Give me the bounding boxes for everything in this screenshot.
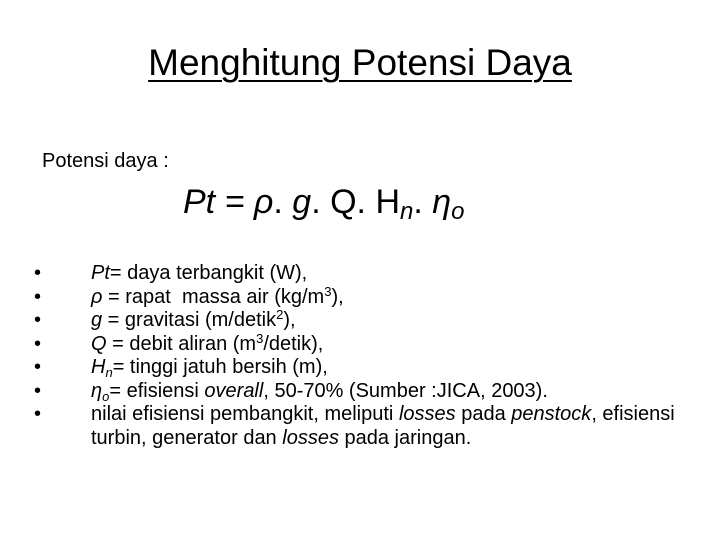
superscript: 3 bbox=[324, 283, 332, 299]
definition-text: pada bbox=[455, 403, 512, 425]
formula-g: g bbox=[292, 183, 312, 221]
formula-pt: Pt bbox=[183, 183, 216, 221]
formula-dot: . bbox=[311, 183, 331, 221]
list-item bbox=[34, 330, 684, 357]
definition-text: nilai efisiensi pembangkit, meliputi bbox=[91, 403, 399, 425]
emphasis: losses bbox=[398, 403, 456, 425]
list-item bbox=[34, 356, 684, 380]
definition-text: = tinggi jatuh bersih (m), bbox=[112, 356, 328, 378]
definition-text: = rapat massa air (kg/m bbox=[102, 285, 325, 308]
superscript: 2 bbox=[276, 307, 284, 322]
subscript: n bbox=[105, 365, 113, 380]
symbol: Pt bbox=[91, 262, 110, 284]
definition-text: = debit aliran (m bbox=[106, 332, 257, 355]
definition-text: /detik), bbox=[263, 332, 324, 355]
formula-dot: . bbox=[413, 183, 433, 221]
superscript: 3 bbox=[256, 330, 264, 346]
list-item bbox=[34, 283, 684, 310]
list-item bbox=[34, 380, 684, 404]
slide-title: Menghitung Potensi Daya bbox=[148, 42, 572, 83]
formula-eta-subscript: o bbox=[451, 198, 465, 225]
emphasis: overall bbox=[204, 379, 264, 402]
formula-eta: η bbox=[432, 183, 452, 221]
formula-h-subscript: n bbox=[400, 198, 414, 225]
emphasis: penstock bbox=[511, 403, 592, 425]
symbol: η bbox=[91, 379, 103, 402]
power-formula bbox=[183, 183, 465, 225]
definition-text: , 50-70% (Sumber :JICA, 2003). bbox=[263, 379, 548, 402]
symbol: H bbox=[91, 356, 106, 378]
formula-equals: = bbox=[215, 183, 254, 221]
formula-dot: . bbox=[273, 183, 293, 221]
formula-h: H bbox=[375, 183, 401, 221]
list-item bbox=[34, 262, 684, 286]
formula-q: Q bbox=[330, 183, 357, 221]
intro-text: Potensi daya : bbox=[42, 150, 169, 172]
symbol: Q bbox=[91, 332, 107, 355]
definition-text: = efisiensi bbox=[109, 379, 205, 402]
emphasis: losses bbox=[282, 426, 339, 449]
definition-text: = gravitasi (m/detik bbox=[102, 309, 277, 331]
list-item bbox=[34, 403, 684, 450]
definition-text: ), bbox=[283, 309, 296, 331]
subscript: o bbox=[102, 388, 110, 404]
symbol: g bbox=[91, 309, 103, 331]
definition-text: = daya terbangkit (W), bbox=[109, 262, 308, 284]
definition-text: , efisiensi turbin, generator dan bbox=[91, 403, 681, 449]
definition-text: ), bbox=[331, 285, 344, 308]
symbol: ρ bbox=[91, 285, 103, 308]
definition-text: pada jaringan. bbox=[338, 426, 472, 449]
formula-rho: ρ bbox=[253, 183, 274, 221]
formula-dot: . bbox=[356, 183, 376, 221]
list-item bbox=[34, 309, 684, 333]
definition-list bbox=[34, 262, 684, 450]
